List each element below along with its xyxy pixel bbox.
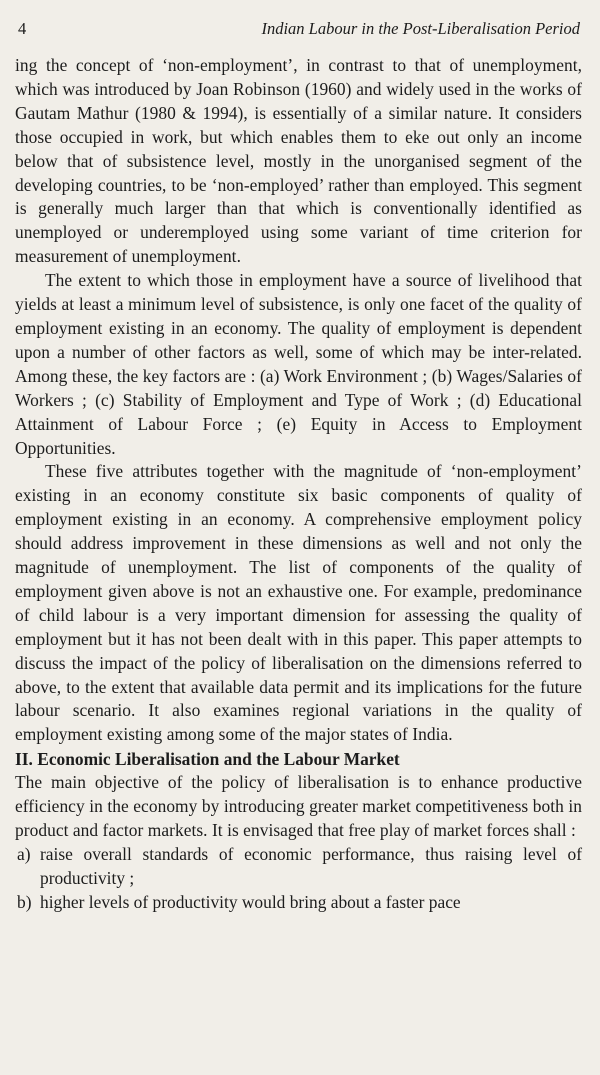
- section-heading: II. Economic Liberalisation and the Labour Market: [15, 749, 400, 770]
- paragraph-3: These five attributes together with the magnitude of ‘non-employment’ existing in an economy constitute six basic components of quality of employment existing in an economy. A comprehensive employment policy should address improvement in these dimensions as well and not only the magnitude of unemployment. The list of components of the quality of employment given above is not an exhaustive one. For example, predominance of child labour is a very important dimension for assessing the quality of employment but it has not been dealt with in this paper. This paper attempts to discuss the impact of the policy of liberalisation on the dimensions referred to above, to the extent that available data permit and its implications for the future labour scenario. It also examines regional variations in the quality of employment existing among some of the major states of India.: [15, 461, 582, 745]
- paragraph-1: ing the concept of ‘non-employment’, in contrast to that of unemployment, which was introduced by Joan Robinson (1960) and widely used in the works of Gautam Mathur (1980 & 1994), is essentially of a similar nature. It considers those occupied in work, but which enables them to eke out only an income below that of subsistence level, mostly in the unorganised segment of the developing countries, to be ‘non-employed’ rather than employed. This segment is generally much larger than that which is conventionally identified as unemployed or underemployed using some variant of time criterion for measurement of unemployment.: [15, 55, 582, 267]
- list-marker: a): [17, 844, 31, 864]
- running-header: [15, 18, 582, 40]
- running-title: Indian Labour in the Post-Liberalisation Period: [261, 19, 580, 38]
- paragraph-2: The extent to which those in employment have a source of livelihood that yields at least a minimum level of subsistence, is only one facet of the quality of employment existing in an economy. The quality of employment is dependent upon a number of other factors as well, some of which may be inter-related. Among these, the key factors are : (a) Work Environment ; (b) Wages/Salaries of Workers ; (c) Stability of Employment and Type of Work ; (d) Educational Attainment of Labour Force ; (e) Equity in Access to Employment Opportunities.: [15, 270, 582, 458]
- list-marker: b): [17, 891, 32, 912]
- page-body: [15, 54, 582, 915]
- list-item-text: higher levels of productivity would bring about a faster pace: [40, 891, 461, 912]
- list-item: [15, 843, 582, 891]
- list-item-text: raise overall standards of economic performance, thus raising level of productivity ;: [40, 844, 582, 888]
- list-item: [15, 891, 582, 915]
- page-number: 4: [18, 19, 27, 38]
- paragraph-4: The main objective of the policy of liberalisation is to enhance productive efficiency in the economy by introducing greater market competitiveness both in product and factor markets. It is envisaged that free play of market forces shall :: [15, 772, 582, 841]
- objectives-list: [15, 843, 582, 915]
